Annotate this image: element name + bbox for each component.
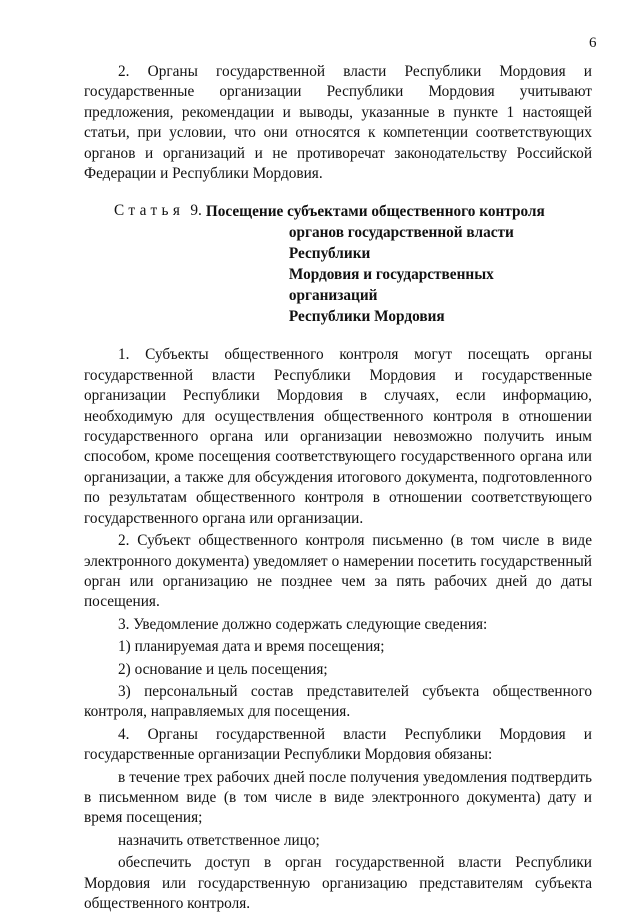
article-title-line: Республики Мордовия: [288, 308, 445, 326]
paragraph-2: 2. Субъект общественного контроля письменно (в том числе в виде электронного документа) уведомляет о намерении посетить государственный орган или организацию не позднее чем за пять рабочих дней до даты посещения.: [84, 532, 592, 611]
list-item-3: 3) персональный состав представителей субъекта общественного контроля, направляемых для посещения.: [84, 682, 592, 721]
obligation-item-1: в течение трех рабочих дней после получения уведомления подтвердить в письменном виде (в том числе в виде электронного документа) дату и время посещения;: [84, 768, 592, 827]
paragraph-3: 3. Уведомление должно содержать следующие сведения:: [118, 615, 488, 633]
obligation-item-3: обеспечить доступ в орган государственной власти Республики Мордовия или государственную организацию представителям субъекта общественного контроля.: [84, 854, 592, 912]
article-number: 9.: [190, 202, 202, 220]
article-title-line: Посещение субъектами общественного контроля: [205, 203, 545, 221]
document-body: [84, 62, 592, 914]
paragraph-2-top: 2. Органы государственной власти Республики Мордовия и государственные организации Республики Мордовия учитывают предложения, рекомендации и выводы, указанные в пункте 1 настоящей статьи, при условии, что они относятся к компетенции соответствующих органов и организаций и не противоречат законодательству Российской Федерации и Республики Мордовия.: [84, 63, 592, 183]
article-title-line: органов государственной власти Республики: [288, 224, 514, 263]
page-number: 6: [589, 35, 597, 51]
article-title-line: Мордовия и государственных организаций: [288, 266, 494, 305]
list-item-1: 1) планируемая дата и время посещения;: [118, 638, 385, 656]
list-item-2: 2) основание и цель посещения;: [118, 660, 328, 678]
paragraph-1: 1. Субъекты общественного контроля могут посещать органы государственной власти Республики Мордовия и государственные организации Республики Мордовия в случаях, если информацию, необходимую для осуществления общественного контроля в отношении государственного органа или организации невозможно получить иным способом, кроме посещения соответствующего государственного органа или организации, а также для обсуждения итогового документа, подготовленного по результатам общественного контроля в отношении соответствующего государственного органа или организации.: [84, 346, 592, 527]
obligation-item-2: назначить ответственное лицо;: [118, 831, 320, 849]
article-label: Статья: [114, 202, 185, 220]
article-title: [206, 201, 566, 327]
paragraph-4: 4. Органы государственной власти Республики Мордовия и государственные организации Республики Мордовия обязаны:: [84, 725, 592, 764]
article-heading: [84, 201, 592, 327]
